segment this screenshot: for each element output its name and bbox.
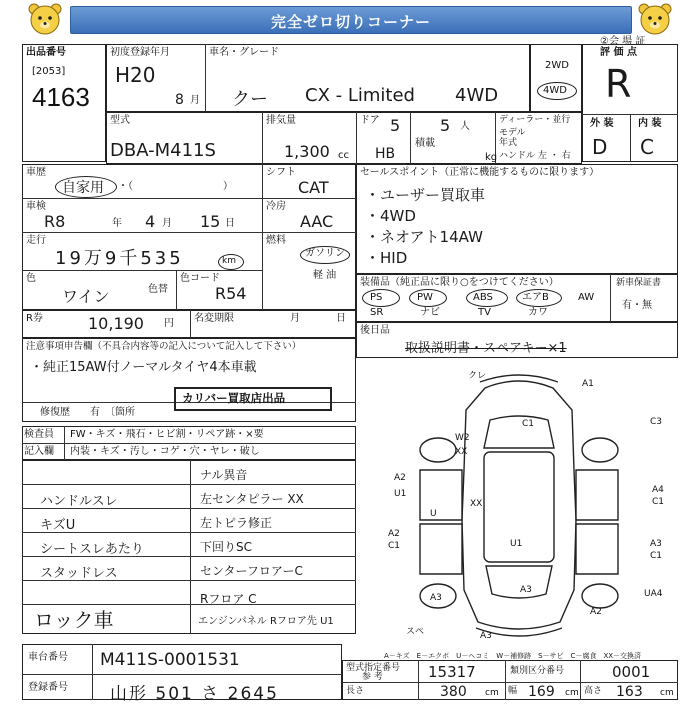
dim2-unit: cm (565, 688, 579, 698)
diag-mark-12: A3 (430, 593, 442, 603)
diag-mark-14: UA4 (644, 589, 663, 599)
name-change-label: 名変期限 (194, 313, 234, 324)
lot-sub: [2053] (32, 66, 66, 77)
bear-mascot-icon (636, 2, 674, 36)
diag-mark-6: C1 (652, 497, 665, 507)
fuel-diesel: 軽 油 (313, 270, 337, 281)
doors-value: 5 (390, 116, 401, 135)
inspector-row-2: 内装・キズ・汚し・コゲ・穴・ヤレ・破し (70, 446, 260, 457)
handle-value: 左 ・ 右 (538, 151, 571, 161)
model-label-3: 年式 (499, 138, 518, 148)
selling-point-3: ・ネオアト14AW (365, 228, 483, 246)
accessories-label: 後日品 (360, 325, 390, 336)
reg-year-label: 初度登録年月 (110, 47, 170, 58)
dealer-stamp-text: カリバー買取店出品 (182, 391, 286, 405)
diagram-legend: A－キズ E－エクボ U－ヘコミ W－補修跡 S－サビ C－腐食 XX－交換済 (384, 652, 642, 660)
selling-points-label: セールスポイント（正常に機能するものに限ります） (360, 167, 600, 178)
notes-text: ・純正15AW付ノーマルタイヤ4本車載 (30, 360, 257, 375)
inspector-label-1: 検査員 (24, 429, 54, 440)
insp-note-left-2: キズU (40, 518, 76, 533)
diag-mark-21: U (430, 509, 437, 519)
month-unit: 月 (190, 95, 200, 106)
insp-note-left-1: ハンドルスレ (40, 494, 118, 509)
insp-year-unit: 年 (112, 218, 122, 229)
dim1-value: 380 (440, 684, 467, 700)
diag-mark-3: W2 (455, 433, 470, 443)
plate-label: 登録番号 (28, 682, 68, 693)
car-name-label: 車名・グレード (209, 47, 279, 58)
ac-value: AAC (300, 212, 334, 231)
bear-mascot-icon (26, 2, 64, 36)
seats-value: 5 (440, 116, 451, 135)
insp-note-right-1: ナル異音 (200, 468, 248, 482)
lock-label: ロック車 (34, 608, 114, 632)
equipment-label: 装備品（純正品に限り○をつけてください） (360, 277, 559, 288)
inspection-label: 車検 (26, 201, 46, 212)
car-damage-diagram (360, 360, 678, 650)
drive-2wd: 2WD (545, 60, 569, 71)
kg-unit: kg (485, 152, 498, 163)
diag-mark-10: A3 (650, 539, 662, 549)
diag-mark-15: A3 (520, 585, 532, 595)
insp-note-right-4: 下回りSC (200, 540, 252, 554)
displacement-value: 1,300 (284, 142, 330, 161)
shift-value: CAT (298, 178, 329, 197)
insp-note-right-3: 左トピラ修正 (200, 516, 273, 530)
fuel-label: 燃料 (266, 235, 286, 246)
insp-era: R8 (44, 212, 66, 231)
diag-mark-8: A2 (388, 529, 400, 539)
reg-year: H20 (115, 63, 156, 87)
color-code-label: 色コード (180, 273, 220, 284)
insp-note-left-4: スタッドレス (40, 566, 118, 581)
ac-label: 冷房 (266, 201, 286, 212)
insp-note-left-3: シートスレあたり (40, 542, 144, 557)
color-value: ワイン (62, 287, 110, 306)
car-grade: CX - Limited (305, 85, 415, 106)
diag-mark-19: A2 (394, 473, 406, 483)
yen-unit: 円 (164, 318, 174, 329)
dim2-value: 169 (528, 684, 555, 700)
chassis-label: 車台番号 (28, 652, 68, 663)
lot-number: 4163 (32, 82, 90, 112)
diag-mark-5: A4 (652, 485, 664, 495)
eq-leather: カワ (528, 307, 548, 318)
insp-day-unit: 日 (225, 218, 235, 229)
diag-mark-4: XX (455, 447, 468, 457)
km-unit: km (222, 256, 236, 266)
color-label: 色 (26, 273, 36, 284)
model-value: DBA-M411S (110, 140, 216, 161)
load-label: 積載 (415, 138, 435, 149)
selling-point-4: ・HID (365, 249, 408, 267)
car-name: クー (232, 89, 268, 110)
banner (0, 0, 700, 38)
dim1-unit: cm (485, 688, 499, 698)
car-drive: 4WD (455, 85, 499, 106)
cc-unit: cc (338, 150, 349, 161)
tax-box (22, 310, 356, 338)
insp-note-right-7: エンジンパネル Rフロア先 U1 (198, 616, 334, 627)
diag-mark-11: C1 (650, 551, 663, 561)
diag-mark-0: A1 (582, 379, 594, 389)
class-label: 類別区分番号 (510, 666, 565, 676)
diag-mark-7: U1 (394, 489, 407, 499)
dim3-label: 高さ (584, 686, 603, 696)
eq-tv: TV (478, 307, 491, 318)
eq-abs: ABS (473, 292, 493, 303)
warranty-value: 有・無 (622, 300, 652, 311)
insp-month: 4 (145, 212, 156, 231)
diag-mark-2: C3 (650, 417, 663, 427)
paint-label: 色替 (148, 284, 168, 295)
eq-airbag: エアB (522, 292, 549, 303)
body-value: HB (375, 146, 396, 162)
history-paren: ・（ ） (118, 181, 233, 192)
dim3-value: 163 (616, 684, 643, 700)
shift-label: シフト (266, 167, 296, 178)
selling-point-1: ・ユーザー買取車 (365, 186, 486, 204)
venue-mark: ②会 場 証 (600, 36, 646, 47)
dim2-label: 幅 (508, 686, 518, 696)
insp-note-right-6: Rフロア C (200, 592, 257, 606)
accessories-value: 取扱説明書・スペアキー×1 (405, 341, 567, 356)
history-label: 車歴 (26, 167, 46, 178)
type-cert-label: 型式指定番号 (346, 663, 401, 673)
diag-mark-18: スペ (406, 627, 425, 637)
diag-mark-13: A2 (590, 607, 602, 617)
name-change-day: 日 (336, 313, 346, 324)
dealer-label: ディーラー・並行 (499, 115, 571, 125)
score-value: R (605, 62, 632, 106)
eq-aw: AW (578, 292, 595, 303)
diag-mark-1: C1 (522, 419, 535, 429)
diag-mark-20: XX (470, 499, 483, 509)
diag-mark-9: C1 (388, 541, 401, 551)
dim1-label: 長さ (346, 686, 365, 696)
eq-navi: ナビ (420, 307, 440, 318)
notes-label: 注意事項申告欄（不具合内容等の記入について記入して下さい） (26, 341, 302, 352)
score-label: 評 価 点 (600, 47, 637, 58)
plate-value: 山形 501 さ 2645 (110, 684, 279, 704)
color-code-value: R54 (215, 284, 247, 303)
mileage-value: 19万9千535 (55, 248, 184, 269)
exterior-label: 外 装 (590, 118, 614, 129)
interior-label: 内 装 (638, 118, 662, 129)
reg-month: 8 (175, 92, 184, 108)
banner-title: 完全ゼロ切りコーナー (270, 13, 431, 31)
handle-label: ハンドル (499, 151, 536, 161)
doors-label: ドア (360, 115, 380, 126)
model-label-2: モデル (499, 128, 526, 138)
diag-mark-17: U1 (510, 539, 523, 549)
drive-box (530, 44, 582, 112)
diag-mark-16: A3 (480, 631, 492, 641)
chassis-value: M411S-0001531 (100, 650, 240, 670)
model-label: 型式 (110, 115, 130, 126)
exterior-grade: D (592, 135, 608, 159)
name-change-month: 月 (290, 313, 300, 324)
eq-pw: PW (417, 292, 433, 303)
insp-day: 15 (200, 212, 221, 231)
ref-label: 参 考 (362, 672, 383, 682)
inspector-label-2: 記入欄 (24, 446, 54, 457)
drive-4wd: 4WD (543, 85, 567, 96)
repair-label: 修復歴 有 〔箇所 (40, 407, 135, 418)
seats-unit: 人 (460, 121, 470, 132)
insp-note-right-5: センターフロアーC (200, 564, 303, 578)
fuel-gas: ガソリン (305, 248, 345, 259)
mileage-label: 走行 (26, 235, 46, 246)
displacement-label: 排気量 (266, 115, 296, 126)
interior-grade: C (640, 135, 654, 159)
eq-ps: PS (370, 292, 383, 303)
history-value: 自家用 (62, 180, 104, 196)
insp-month-unit: 月 (162, 218, 172, 229)
warranty-label: 新車保証書 (616, 278, 662, 288)
dim3-unit: cm (660, 688, 674, 698)
eq-sr: SR (370, 307, 384, 318)
tax-label: R券 (26, 313, 43, 324)
class-value: 0001 (612, 663, 651, 681)
lot-label: 出品番号 (26, 47, 66, 58)
type-cert-value: 15317 (428, 663, 476, 681)
insp-note-right-2: 左センタピラー XX (200, 492, 304, 506)
banner-bar (70, 6, 632, 34)
diagram-front-label: クレ (468, 371, 487, 381)
selling-point-2: ・4WD (365, 207, 416, 225)
tax-amount: 10,190 (88, 314, 144, 333)
inspector-row-1: FW・キズ・飛石・ヒビ割・リペア跡・×要 (70, 429, 264, 440)
